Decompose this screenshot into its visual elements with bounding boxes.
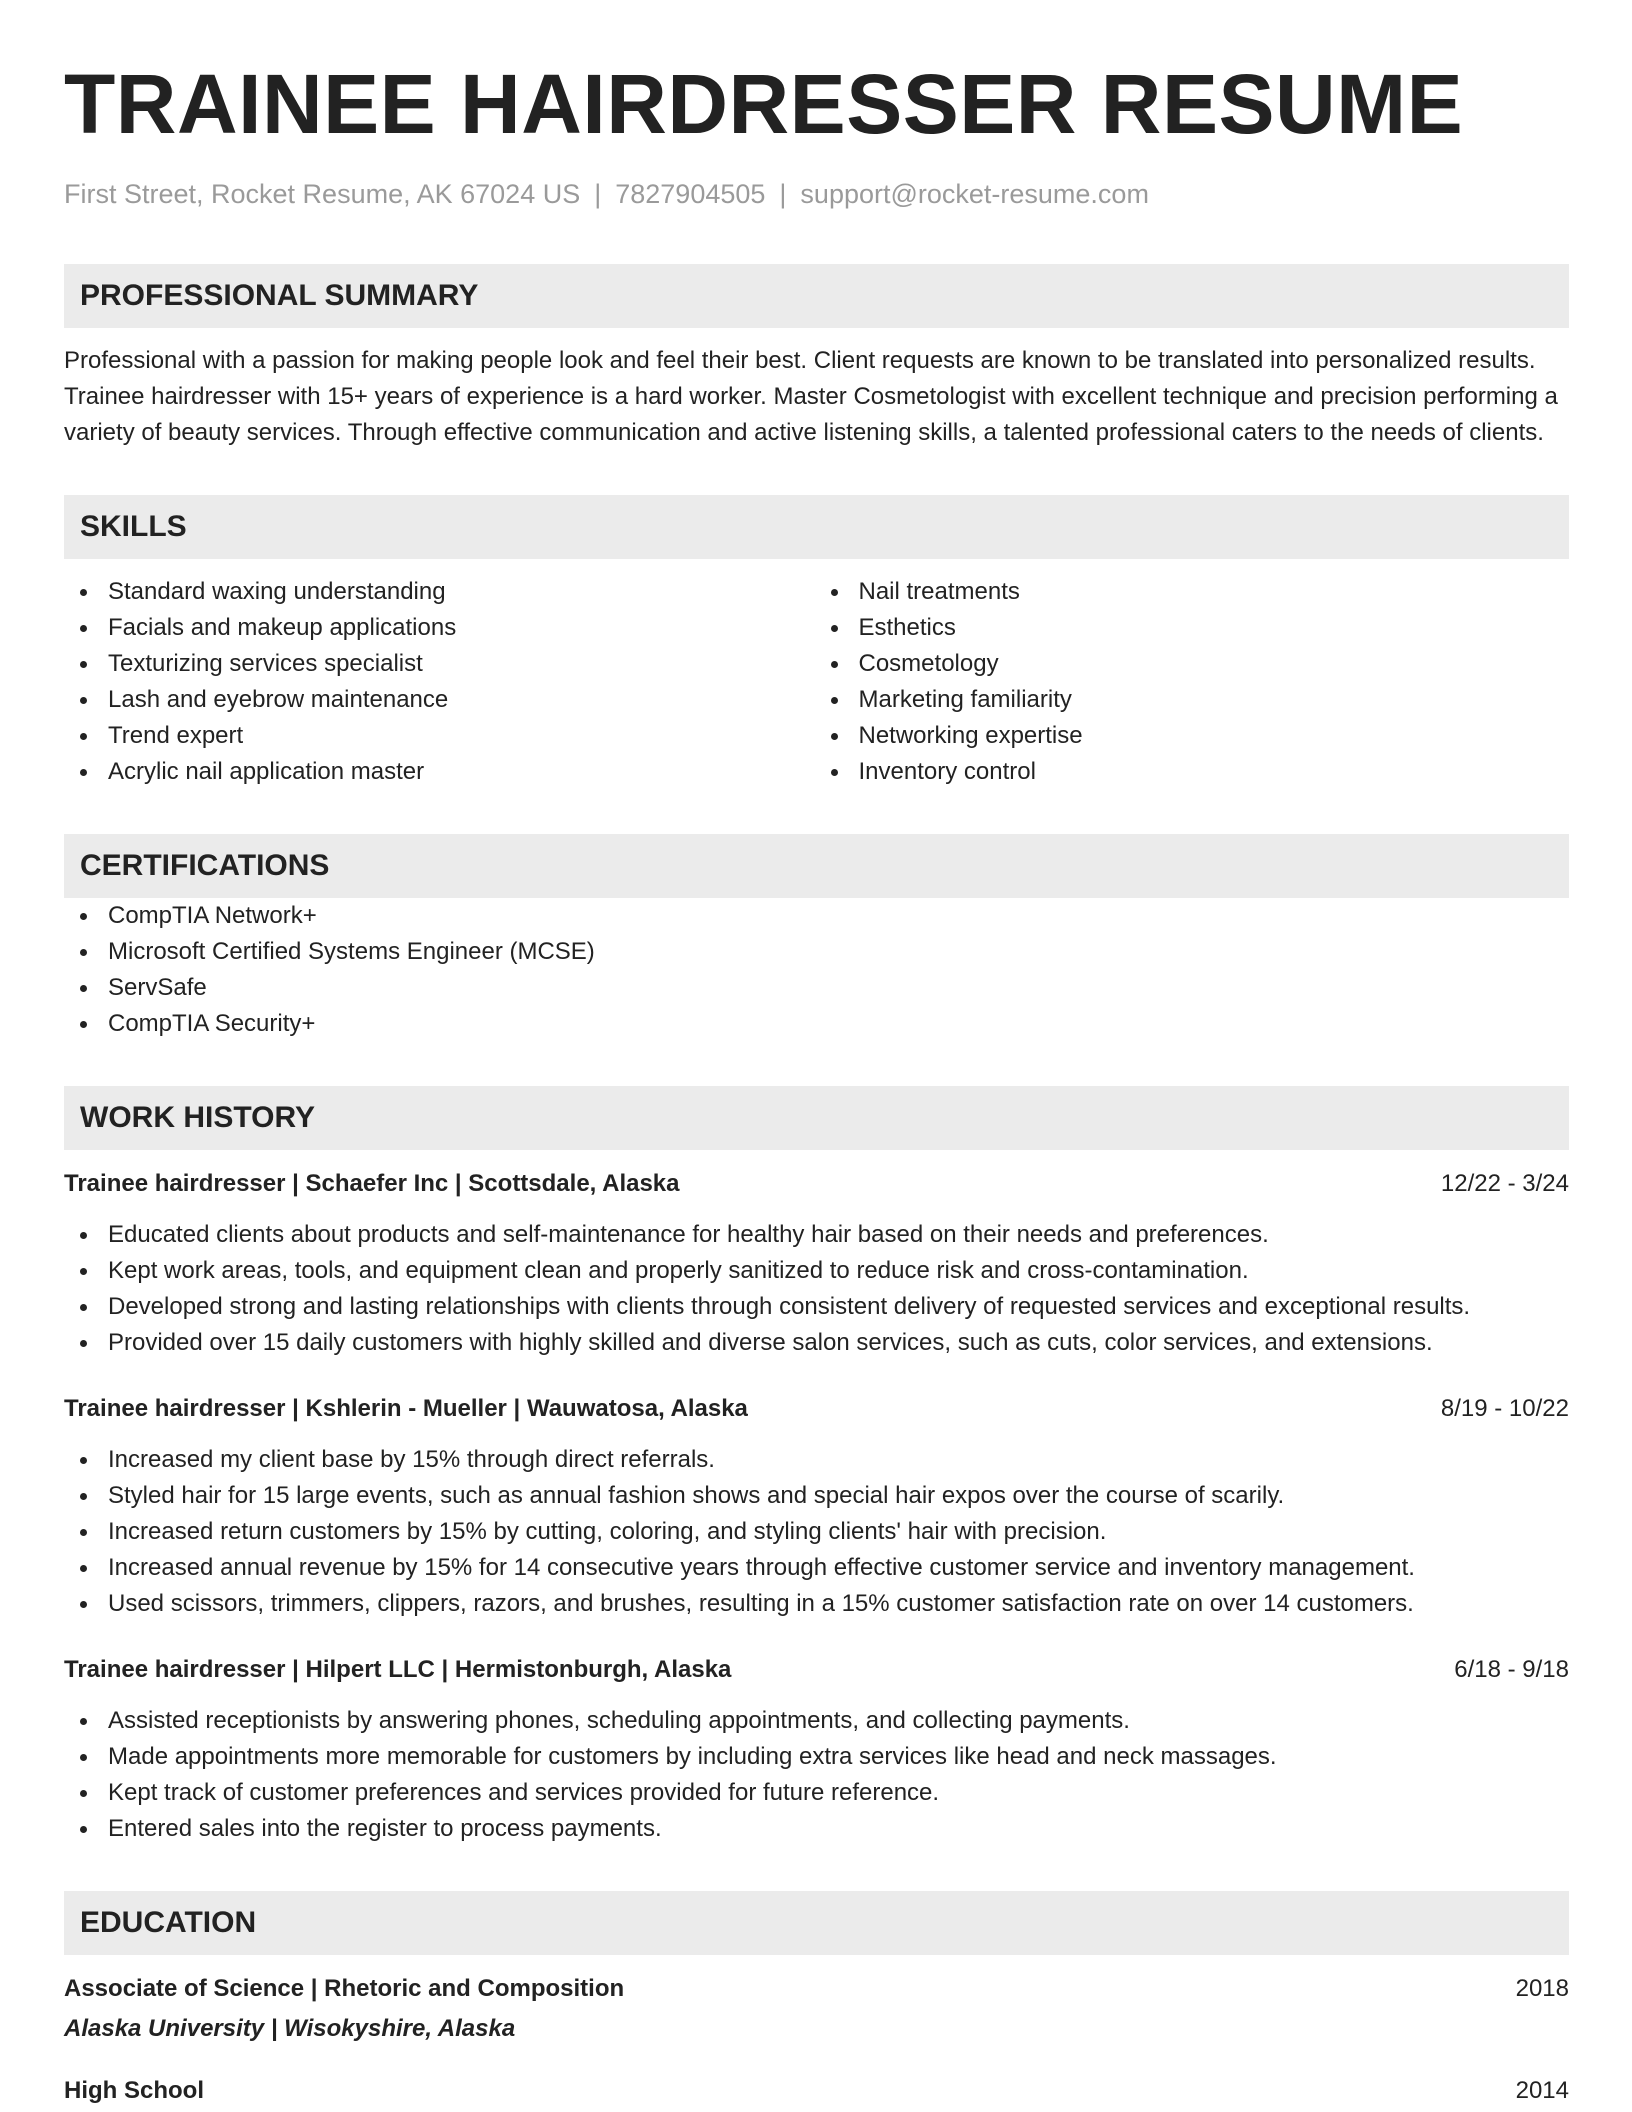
- contact-line: [64, 176, 1569, 212]
- job-header: [64, 1391, 1569, 1427]
- job-bullets: [64, 1703, 1569, 1847]
- job-bullet: Developed strong and lasting relationships with clients through consistent delivery of requested services and exceptional results.: [64, 1289, 1569, 1325]
- job-header: [64, 1652, 1569, 1688]
- skills-columns: [64, 574, 1569, 790]
- skills-list-right: [815, 574, 1568, 790]
- education-entry: [64, 2073, 1569, 2109]
- job-header: [64, 1166, 1569, 1202]
- education-header: [64, 2073, 1569, 2109]
- resume-title: TRAINEE HAIRDRESSER RESUME: [64, 57, 1464, 151]
- job-bullet: Increased return customers by 15% by cutting, coloring, and styling clients' hair with precision.: [64, 1514, 1569, 1550]
- skills-column-left: [64, 574, 817, 790]
- job-bullet: Assisted receptionists by answering phones, scheduling appointments, and collecting payments.: [64, 1703, 1569, 1739]
- summary-text: Professional with a passion for making people look and feel their best. Client requests are known to be translated into personalized results. Trainee hairdresser with 15+ years of experience is a hard worker. Master Cosmetologist with excellent technique and precision performing a variety of beauty services. Through effective communication and active listening skills, a talented professional caters to the needs of clients.: [64, 347, 1558, 446]
- job-date: 8/19 - 10/22: [1440, 1395, 1569, 1422]
- skill-item: Esthetics: [815, 610, 1568, 646]
- skill-item: Networking expertise: [815, 718, 1568, 754]
- contact-separator: |: [594, 179, 602, 209]
- section-header-summary: PROFESSIONAL SUMMARY: [64, 264, 1569, 328]
- skill-item: Facials and makeup applications: [64, 610, 817, 646]
- skill-item: Nail treatments: [815, 574, 1568, 610]
- certification-item: ServSafe: [64, 970, 1569, 1006]
- job-bullet: Kept track of customer preferences and services provided for future reference.: [64, 1775, 1569, 1811]
- job-bullet: Increased my client base by 15% through direct referrals.: [64, 1442, 1569, 1478]
- education-entry: [64, 1971, 1569, 2047]
- job-entry: [64, 1652, 1569, 1847]
- job-bullets: [64, 1442, 1569, 1622]
- job-bullet: Used scissors, trimmers, clippers, razors, and brushes, resulting in a 15% customer satisfaction rate on over 14 customers.: [64, 1586, 1569, 1622]
- job-bullet: Kept work areas, tools, and equipment clean and properly sanitized to reduce risk and cross-contamination.: [64, 1253, 1569, 1289]
- education-degree: Associate of Science | Rhetoric and Composition: [64, 1975, 625, 2002]
- education-year: 2014: [1515, 2077, 1569, 2104]
- section-header-certifications: CERTIFICATIONS: [64, 834, 1569, 898]
- skills-column-right: [815, 574, 1568, 790]
- job-bullet: Educated clients about products and self-maintenance for healthy hair based on their needs and preferences.: [64, 1217, 1569, 1253]
- job-date: 6/18 - 9/18: [1454, 1656, 1569, 1683]
- skill-item: Inventory control: [815, 754, 1568, 790]
- certification-item: CompTIA Network+: [64, 898, 1569, 934]
- section-header-work-history: WORK HISTORY: [64, 1086, 1569, 1150]
- education-year: 2018: [1515, 1975, 1569, 2002]
- skill-item: Cosmetology: [815, 646, 1568, 682]
- job-title: Trainee hairdresser | Hilpert LLC | Hermistonburgh, Alaska: [64, 1656, 732, 1683]
- skills-list-left: [64, 574, 817, 790]
- section-header-skills: SKILLS: [64, 495, 1569, 559]
- skill-item: Standard waxing understanding: [64, 574, 817, 610]
- job-bullet: Made appointments more memorable for customers by including extra services like head and neck massages.: [64, 1739, 1569, 1775]
- certifications-list: [64, 898, 1569, 1042]
- section-header-education: EDUCATION: [64, 1891, 1569, 1955]
- contact-phone: 7827904505: [615, 179, 766, 209]
- contact-email: support@rocket-resume.com: [800, 179, 1149, 209]
- skill-item: Acrylic nail application master: [64, 754, 817, 790]
- skill-item: Texturizing services specialist: [64, 646, 817, 682]
- contact-separator: |: [779, 179, 787, 209]
- education-school: Alaska University | Wisokyshire, Alaska: [64, 2015, 516, 2042]
- job-bullet: Increased annual revenue by 15% for 14 consecutive years through effective customer service and inventory management.: [64, 1550, 1569, 1586]
- job-bullet: Entered sales into the register to process payments.: [64, 1811, 1569, 1847]
- skill-item: Marketing familiarity: [815, 682, 1568, 718]
- certification-item: Microsoft Certified Systems Engineer (MCSE): [64, 934, 1569, 970]
- job-entry: [64, 1166, 1569, 1361]
- education-degree: High School: [64, 2077, 204, 2104]
- contact-address: First Street, Rocket Resume, AK 67024 US: [64, 179, 581, 209]
- job-bullets: [64, 1217, 1569, 1361]
- certification-item: CompTIA Security+: [64, 1006, 1569, 1042]
- job-date: 12/22 - 3/24: [1440, 1170, 1569, 1197]
- skill-item: Trend expert: [64, 718, 817, 754]
- education-header: [64, 1971, 1569, 2007]
- job-entry: [64, 1391, 1569, 1622]
- job-title: Trainee hairdresser | Schaefer Inc | Scottsdale, Alaska: [64, 1170, 680, 1197]
- job-title: Trainee hairdresser | Kshlerin - Mueller | Wauwatosa, Alaska: [64, 1395, 748, 1422]
- job-bullet: Provided over 15 daily customers with highly skilled and diverse salon services, such as cuts, color services, and extensions.: [64, 1325, 1569, 1361]
- skill-item: Lash and eyebrow maintenance: [64, 682, 817, 718]
- job-bullet: Styled hair for 15 large events, such as annual fashion shows and special hair expos over the course of scarily.: [64, 1478, 1569, 1514]
